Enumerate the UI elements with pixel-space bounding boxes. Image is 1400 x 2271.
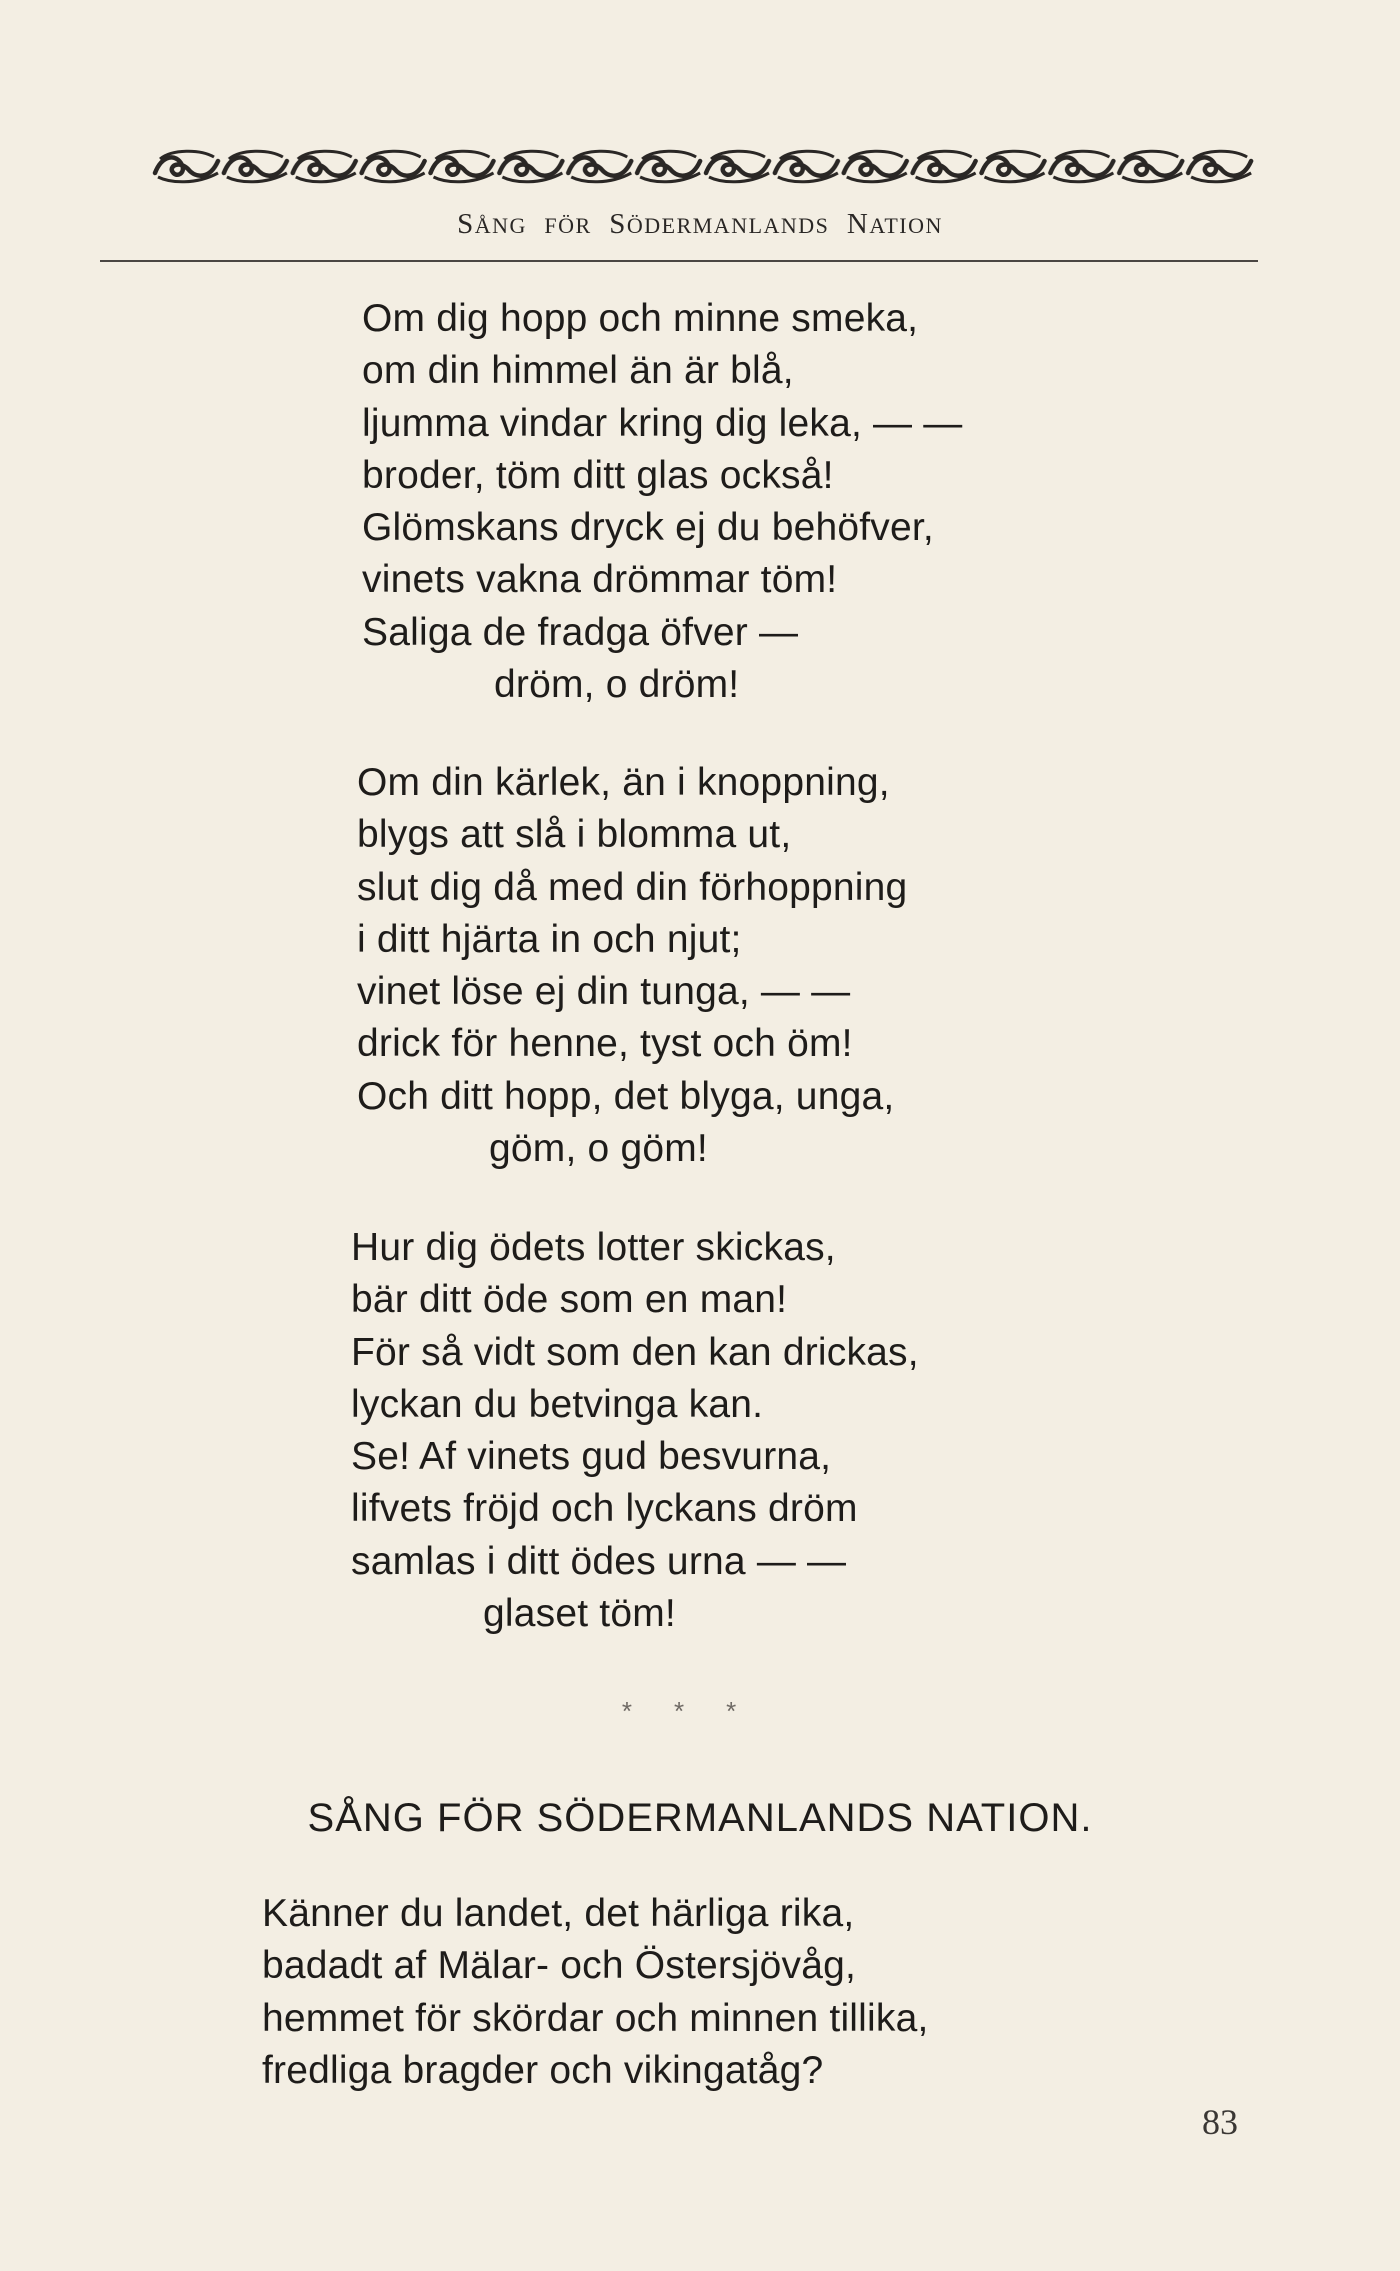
poem-line: hemmet för skördar och minnen tillika, [262, 1996, 929, 2040]
poem-line: i ditt hjärta in och njut; [357, 917, 742, 961]
poem-line: vinet löse ej din tunga, — — [357, 970, 851, 1014]
running-head-word: NATION [846, 208, 943, 240]
poem-line: Och ditt hopp, det blyga, unga, [357, 1074, 895, 1118]
poem-line: Om dig hopp och minne smeka, [362, 297, 919, 340]
header-divider [100, 260, 1258, 262]
poem-stanza [362, 293, 962, 711]
poem-title: SÅNG FÖR SÖDERMANLANDS NATION. [307, 1796, 1093, 1840]
poem-line: fredliga bragder och vikingatåg? [262, 2048, 824, 2092]
poem-line: För så vidt som den kan drickas, [351, 1330, 919, 1374]
poem-line: badadt af Mälar- och Östersjövåg, [262, 1944, 857, 1988]
running-head [0, 208, 1400, 241]
running-head-word: FÖR [544, 213, 592, 238]
poem-stanza [262, 1888, 929, 2097]
poem-line: lifvets fröjd och lyckans dröm [351, 1487, 858, 1531]
scroll-wave-ornament-icon [152, 143, 1254, 191]
poem-stanza [357, 757, 907, 1175]
poem-line: blygs att slå i blomma ut, [357, 813, 792, 857]
poem-line: Se! Af vinets gud besvurna, [351, 1435, 832, 1479]
poem-line: om din himmel än är blå, [362, 349, 794, 393]
poem-refrain-line: göm, o göm! [489, 1127, 708, 1171]
poem-line: Hur dig ödets lotter skickas, [351, 1226, 836, 1269]
asterism-icon: * [621, 1696, 674, 1726]
section-separator [0, 1696, 1400, 1727]
asterism-icon: * [673, 1696, 727, 1726]
poem-stanza [351, 1222, 919, 1640]
poem-line: slut dig då med din förhoppning [357, 865, 908, 909]
poem-refrain-line: dröm, o dröm! [494, 663, 740, 707]
poem-line: Känner du landet, det härliga rika, [262, 1892, 855, 1935]
poem-line: Om din kärlek, än i knoppning, [357, 761, 890, 804]
running-head-word: SÅNG [457, 208, 527, 240]
poem-line: bär ditt öde som en man! [351, 1278, 788, 1322]
poem-line: broder, töm ditt glas också! [362, 453, 834, 497]
running-head-word: SÖDERMANLANDS [609, 208, 830, 240]
poem-refrain-line: glaset töm! [483, 1592, 676, 1636]
page-number: 83 [1202, 2102, 1238, 2142]
poem-line: lyckan du betvinga kan. [351, 1382, 764, 1426]
poem-line: samlas i ditt ödes urna — — [351, 1539, 847, 1583]
poem-line: drick för henne, tyst och öm! [357, 1022, 853, 1066]
poem-line: ljumma vindar kring dig leka, — — [362, 401, 963, 445]
poem-line: vinets vakna drömmar töm! [362, 558, 838, 602]
poem-line: Glömskans dryck ej du behöfver, [362, 506, 934, 550]
asterism-icon: * [726, 1696, 779, 1726]
poem-line: Saliga de fradga öfver — [362, 610, 799, 654]
